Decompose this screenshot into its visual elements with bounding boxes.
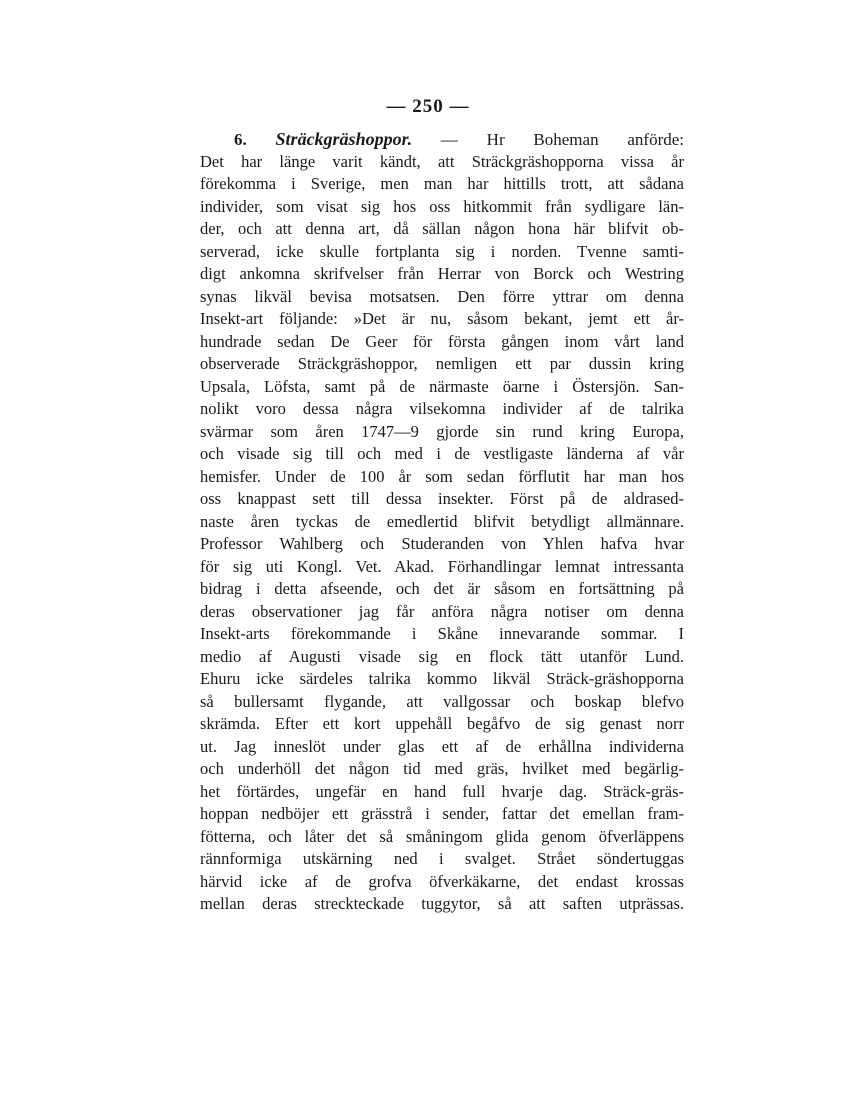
text-line: medio af Augusti visade sig en flock tätt utanför Lund. bbox=[200, 646, 684, 666]
text-line: der, och att denna art, då sällan någon hona här blifvit ob- bbox=[200, 219, 684, 238]
text-line: hoppan nedböjer ett grässtrå i sender, fattar det emellan fram- bbox=[200, 804, 684, 823]
text-line: Professor Wahlberg och Studeranden von Yhlen hafva hvar bbox=[200, 534, 684, 553]
text-line: synas likväl bevisa motsatsen. Den förre yttrar om denna bbox=[200, 286, 684, 306]
text-line: bidrag i detta afseende, och det är såsom en fortsättning på bbox=[200, 579, 684, 598]
text-line: serverad, icke skulle fortplanta sig i norden. Tvenne samti- bbox=[200, 241, 684, 261]
text-line: oss knappast sett till dessa insekter. Först på de aldrased- bbox=[200, 489, 684, 508]
text-line: härvid icke af de grofva öfverkäkarne, det endast krossas bbox=[200, 871, 684, 891]
text-line: individer, som visat sig hos oss hitkommit från sydligare län- bbox=[200, 196, 684, 216]
section-number: 6. bbox=[234, 130, 247, 149]
text-line: observerade Sträckgräshoppor, nemligen ett par dussin kring bbox=[200, 354, 684, 373]
text-line: förekomma i Sverige, men man har hittills trott, att sådana bbox=[200, 174, 684, 193]
text-line: Insekt-art följande: »Det är nu, såsom bekant, jemt ett år- bbox=[200, 309, 684, 328]
text-line: Insekt-arts förekommande i Skåne innevarande sommar. I bbox=[200, 624, 684, 643]
text-line: nolikt voro dessa några vilsekomna individer af de talrika bbox=[200, 399, 684, 418]
text-line: hemisfer. Under de 100 år som sedan förflutit har man hos bbox=[200, 466, 684, 486]
text-line: hundrade sedan De Geer för första gången inom vårt land bbox=[200, 331, 684, 351]
section-title: Sträckgräshoppor. bbox=[275, 129, 413, 149]
text-line: deras observationer jag får anföra några notiser om denna bbox=[200, 601, 684, 621]
text-line: svärmar som åren 1747—9 gjorde sin rund kring Europa, bbox=[200, 421, 684, 441]
text-line: och visade sig till och med i de vestligaste länderna af vår bbox=[200, 444, 684, 463]
page-number: — 250 — bbox=[386, 96, 470, 117]
text-line: mellan deras streckteckade tuggytor, så att saften utprässas. bbox=[200, 894, 684, 913]
text-line: skrämda. Efter ett kort uppehåll begåfvo de sig genast norr bbox=[200, 714, 684, 733]
section-heading bbox=[200, 128, 684, 151]
text-line: het förtärdes, ungefär en hand full hvarje dag. Sträck-gräs- bbox=[200, 781, 684, 801]
text-line: rännformiga utskärning ned i svalget. Strået söndertuggas bbox=[200, 849, 684, 868]
text-line: digt ankomna skrifvelser från Herrar von Borck och Westring bbox=[200, 264, 684, 283]
text-line: ut. Jag inneslöt under glas ett af de erhållna individerna bbox=[200, 736, 684, 756]
text-line: Ehuru icke särdeles talrika kommo likväl Sträck-gräshopporna bbox=[200, 669, 684, 688]
text-line: fötterna, och låter det så småningom glida genom öfverläppens bbox=[200, 826, 684, 846]
text-line: så bullersamt flygande, att vallgossar och boskap blefvo bbox=[200, 691, 684, 711]
section-intro: — Hr Boheman anförde: bbox=[440, 130, 684, 149]
text-line: Det har länge varit kändt, att Sträckgräshopporna vissa år bbox=[200, 151, 684, 171]
text-line: naste åren tyckas de emedlertid blifvit betydligt allmännare. bbox=[200, 511, 684, 531]
text-line: för sig uti Kongl. Vet. Akad. Förhandlingar lemnat intressanta bbox=[200, 556, 684, 576]
text-line: och underhöll det någon tid med gräs, hvilket med begärlig- bbox=[200, 759, 684, 778]
text-line: Upsala, Löfsta, samt på de närmaste öarne i Östersjön. San- bbox=[200, 376, 684, 396]
body-text bbox=[200, 128, 684, 916]
